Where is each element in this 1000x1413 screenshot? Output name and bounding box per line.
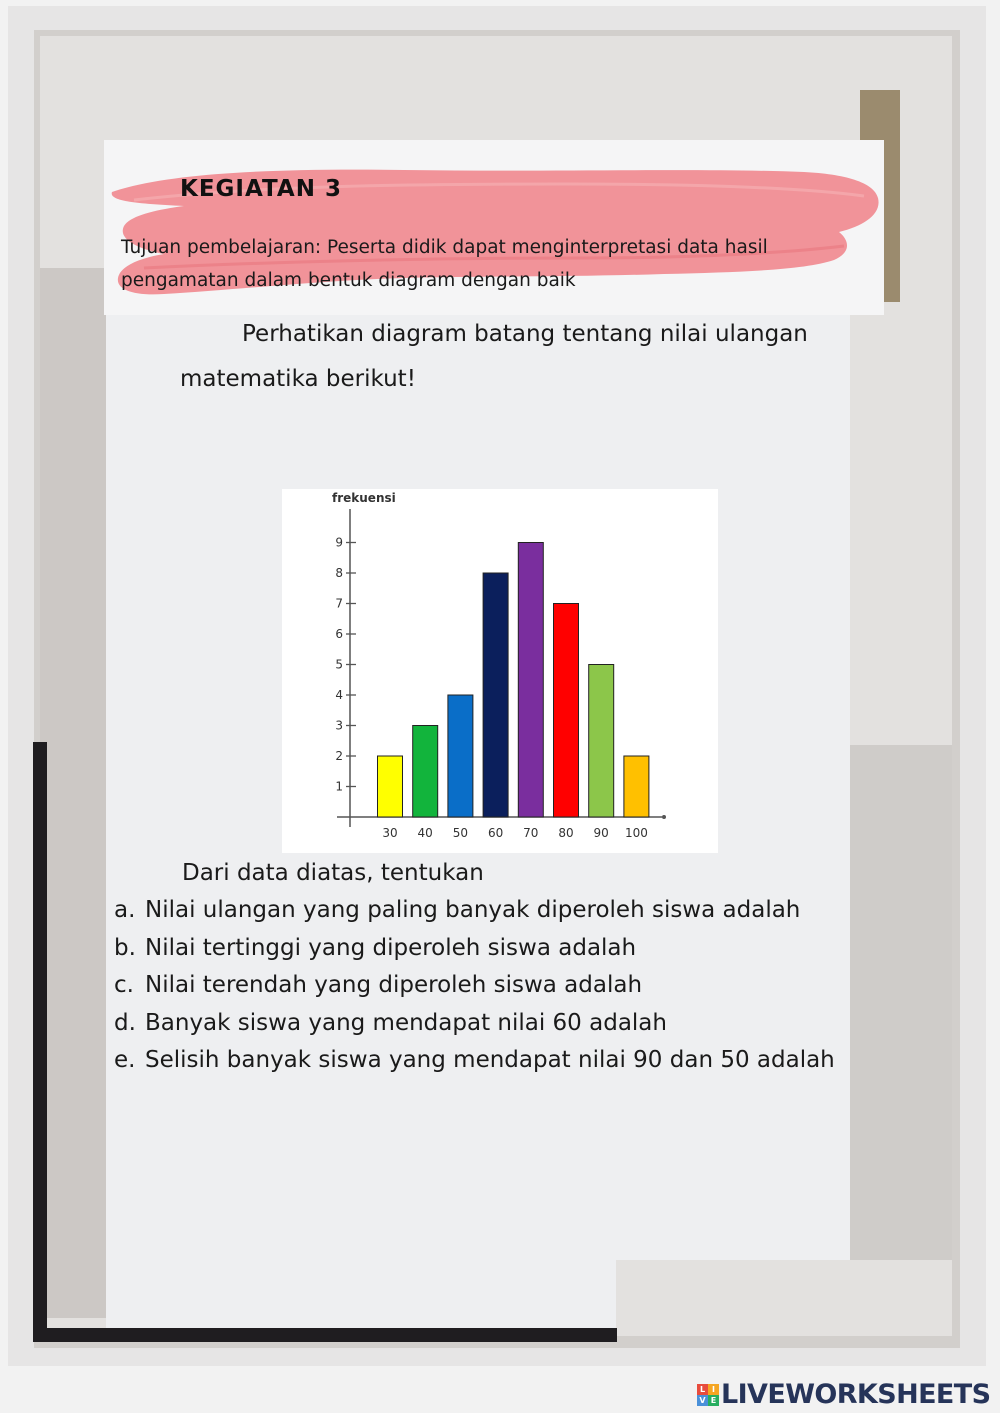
logo-mark-letter: E	[708, 1395, 719, 1406]
bar-100	[624, 756, 649, 817]
y-tick-label: 7	[335, 596, 343, 611]
x-tick-label: 50	[452, 826, 469, 840]
y-tick-label: 9	[335, 535, 343, 550]
bar-60	[483, 573, 508, 817]
question-item	[114, 1005, 874, 1043]
question-item	[114, 930, 874, 968]
question-letter: b.	[114, 934, 136, 961]
question-letter: a.	[114, 897, 136, 923]
y-tick-label: 8	[335, 566, 343, 580]
worksheet-paper-bottom	[106, 1260, 616, 1330]
logo-mark-icon	[697, 1384, 719, 1406]
y-tick-label: 3	[335, 718, 343, 733]
bar-90	[589, 665, 614, 818]
y-ticks	[335, 536, 356, 794]
decor-block-left	[40, 268, 110, 1318]
bar-80	[554, 604, 579, 818]
question-text: Nilai ulangan yang paling banyak diperoleh siswa adalah	[145, 897, 801, 923]
question-letter: d.	[114, 1009, 136, 1036]
bar-50	[448, 695, 473, 817]
question-text: Selisih banyak siswa yang mendapat nilai 90 dan 50 adalah	[145, 1047, 835, 1073]
intro-text: Perhatikan diagram batang tentang nilai ulangan matematika berikut!	[180, 321, 808, 392]
question-letter: c.	[114, 972, 134, 998]
question-text: Nilai tertinggi yang diperoleh siswa adalah	[145, 934, 637, 961]
x-tick-label: 70	[523, 826, 539, 840]
logo-text: LIVEWORKSHEETS	[721, 1379, 991, 1410]
y-tick-label: 1	[335, 779, 343, 794]
logo-mark-letter: V	[697, 1395, 708, 1406]
bar-40	[413, 726, 438, 818]
y-tick-label: 6	[335, 627, 343, 641]
liveworksheets-logo[interactable]	[697, 1379, 990, 1410]
y-axis-title: frekuensi	[332, 491, 396, 505]
bar-30	[378, 756, 403, 817]
x-tick-label: 40	[417, 826, 433, 840]
question-item	[114, 892, 874, 930]
question-item	[114, 1042, 874, 1080]
x-axis-end-dot	[662, 815, 666, 819]
logo-mark-letter: L	[697, 1384, 708, 1395]
question-lead: Dari data diatas, tentukan	[182, 860, 484, 886]
question-text: Banyak siswa yang mendapat nilai 60 adalah	[145, 1009, 667, 1036]
decor-dark-bar-vertical	[33, 742, 47, 1342]
x-tick-label: 80	[558, 826, 574, 840]
question-letter: e.	[114, 1047, 136, 1073]
bar-chart	[282, 489, 718, 853]
learning-objective: Tujuan pembelajaran: Peserta didik dapat menginterpretasi data hasil pengamatan dalam bentuk diagram dengan baik	[121, 237, 768, 291]
x-tick-label: 30	[382, 826, 398, 840]
question-list	[114, 855, 874, 1080]
question-text: Nilai terendah yang diperoleh siswa adalah	[145, 972, 643, 998]
bars	[378, 543, 649, 818]
x-tick-label: 100	[624, 826, 648, 840]
logo-mark-letter: I	[708, 1384, 719, 1395]
x-tick-label: 60	[487, 826, 504, 840]
x-tick-label: 90	[593, 826, 609, 840]
y-tick-label: 4	[335, 688, 343, 702]
x-ticks	[382, 826, 647, 840]
y-tick-label: 2	[335, 749, 343, 763]
bar-70	[518, 543, 543, 818]
question-item	[114, 967, 874, 1005]
activity-title: KEGIATAN 3	[180, 176, 342, 202]
bar-chart-svg	[282, 489, 718, 853]
decor-dark-bar-horizontal	[33, 1328, 617, 1342]
y-tick-label: 5	[335, 657, 343, 672]
